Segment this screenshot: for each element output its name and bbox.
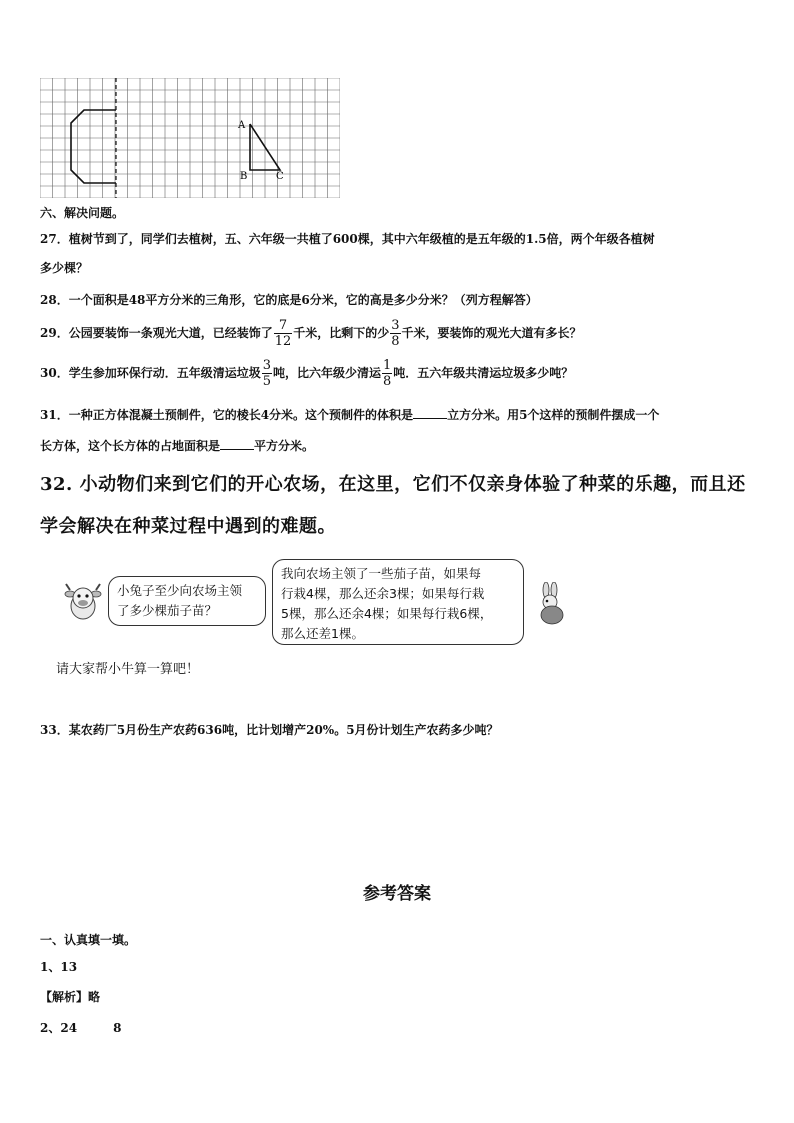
q31-part4: 平方分米。: [254, 439, 315, 453]
q31-line1: [40, 406, 659, 423]
q31-part2: 立方分米。用5个这样的预制件摆成一个: [447, 408, 660, 422]
q30-f2-numerator: 1: [383, 358, 392, 373]
q30-f2-denominator: 8: [383, 374, 392, 389]
right-speech-bubble: [272, 559, 524, 645]
q30-part1: 30．学生参加环保行动．五年级清运垃圾: [40, 366, 261, 380]
cow-icon: [62, 580, 104, 626]
q27-line2: 多少棵？: [40, 261, 89, 275]
q32-line2: 学会解决在种菜过程中遇到的难题。: [40, 516, 336, 537]
rabbit-icon: [532, 582, 570, 630]
grid-figure: [40, 78, 340, 198]
grid-diagram: [40, 78, 340, 198]
q29-fraction2: [390, 318, 400, 349]
answers-section1: 一、认真填一填。: [40, 933, 137, 947]
q29-fraction1: [274, 318, 293, 349]
q30-part3: 吨．五六年级共清运垃圾多少吨？: [393, 366, 574, 380]
answer-2-second: 8: [113, 1021, 122, 1035]
q32-line1: 32. 小动物们来到它们的开心农场，在这里，它们不仅亲身体验了种菜的乐趣，而且还: [40, 474, 746, 495]
label-c: C: [276, 171, 284, 182]
right-bubble-line4: 那么还差1棵。: [281, 626, 364, 641]
right-bubble-line2: 行栽4棵，那么还余3棵；如果每行栽: [281, 586, 485, 601]
q31-part3: 长方体，这个长方体的占地面积是: [40, 439, 221, 453]
label-b: B: [240, 171, 248, 182]
q29-part2: 千米，比剩下的少: [293, 326, 390, 340]
q30-f1-numerator: 3: [262, 358, 271, 373]
left-bubble-line2: 了多少棵茄子苗？: [117, 603, 218, 618]
answers-title: 参考答案: [363, 884, 431, 904]
q29: [40, 318, 582, 349]
answer-1-note: 【解析】略: [40, 990, 101, 1004]
q30: [40, 358, 573, 389]
q30-fraction1: [262, 358, 272, 389]
q29-part3: 千米，要装饰的观光大道有多长？: [401, 326, 582, 340]
q31-line2: [40, 437, 314, 454]
q31-blank1[interactable]: [413, 406, 447, 419]
answer-1: 1、13: [40, 960, 78, 974]
q30-part2: 吨，比六年级少清运: [272, 366, 381, 380]
label-a: A: [238, 120, 246, 131]
q29-part1: 29．公园要装饰一条观光大道，已经装饰了: [40, 326, 273, 340]
left-speech-bubble: [108, 576, 266, 626]
answer-2: [40, 1019, 121, 1036]
q29-f2-denominator: 8: [391, 334, 400, 349]
right-bubble-line3: 5棵，那么还余4棵；如果每行栽6棵，: [281, 606, 493, 621]
right-bubble-line1: 我向农场主领了一些茄子苗，如果每: [281, 566, 482, 581]
q31-part1: 31．一种正方体混凝土预制件，它的棱长4分米。这个预制件的体积是: [40, 408, 414, 422]
section6-heading: 六、解决问题。: [40, 206, 125, 220]
left-bubble-line1: 小兔子至少向农场主领: [117, 583, 243, 598]
q29-f1-numerator: 7: [274, 318, 293, 334]
q30-fraction2: [382, 358, 392, 389]
q29-f2-numerator: 3: [391, 318, 400, 333]
q29-f1-denominator: 12: [274, 334, 292, 349]
q27-line1: 27．植树节到了，同学们去植树，五、六年级一共植了600棵，其中六年级植的是五年级的1.5倍，两个年级各植树: [40, 232, 655, 246]
q30-f1-denominator: 5: [262, 374, 271, 389]
q28-text: 28．一个面积是48平方分米的三角形，它的底是6分米，它的高是多少分米？（列方程解答）: [40, 293, 538, 307]
q32-prompt: 请大家帮小牛算一算吧！: [56, 662, 200, 677]
q33-text: 33．某农药厂5月份生产农药636吨，比计划增产20%。5月份计划生产农药多少吨？: [40, 723, 499, 737]
q31-blank2[interactable]: [220, 437, 254, 450]
answer-2-first: 2、24: [40, 1021, 78, 1035]
